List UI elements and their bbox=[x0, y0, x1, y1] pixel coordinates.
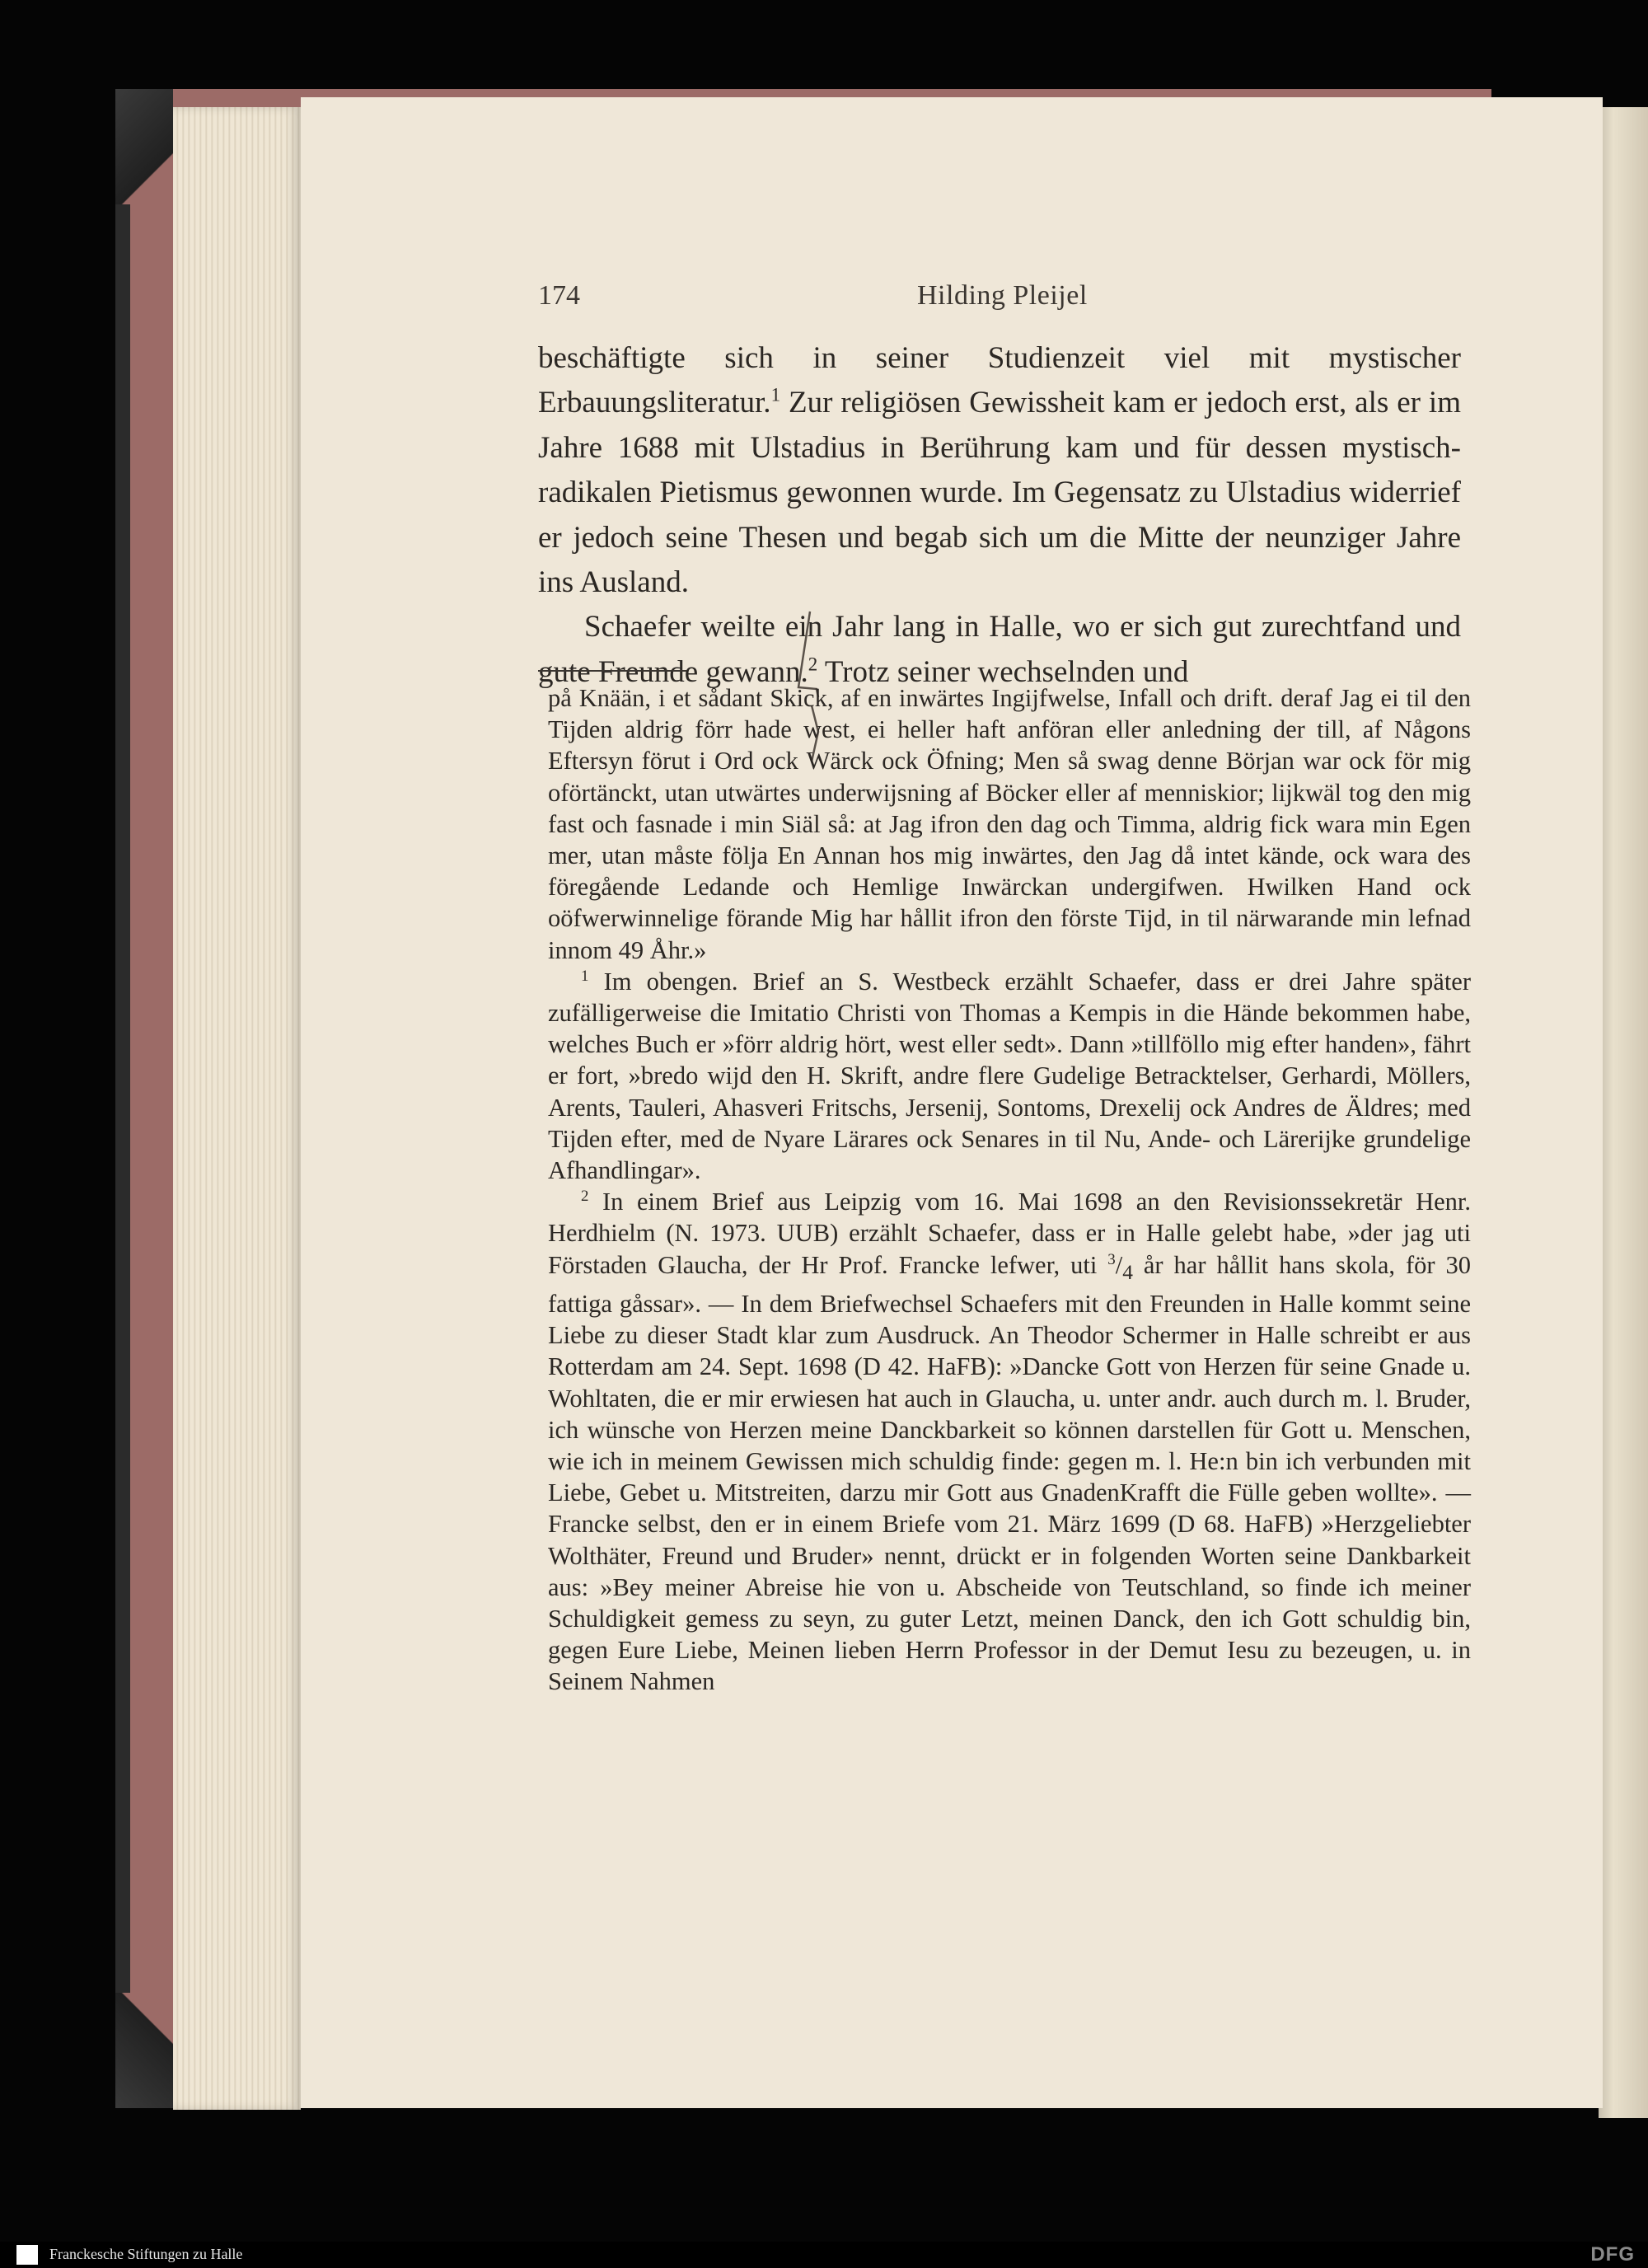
fraction-numerator: 3 bbox=[1107, 1250, 1116, 1268]
viewer-footer bbox=[0, 2242, 1648, 2268]
cover-corner-bottom bbox=[115, 1993, 173, 2108]
page-edges bbox=[173, 107, 301, 2110]
paragraph bbox=[538, 605, 1461, 695]
footnote-text: år har hållit hans skola, för 30 fattiga gåssar». — In dem Briefwechsel Schaefers mit den Freunden in Halle kommt seine Liebe zu dieser Stadt klar zum Ausdruck. An Theodor Schermer in Halle schreibt er aus Rotterdam am 24. Sept. 1698 (D 42. HaFB): »Dancke Gott von Herzen für seine Gnade u. Wohltaten, die er mir erwiesen hat auch in Glaucha, u. unter andr. auch durch m. l. Bruder, ich wünsche von Herzen meine Danckbarkeit so können darstellen für Gott u. Menschen, wie ich in meinem Gewissen mich schuldig finde: gegen m. l. He:n bin ich verbunden mit Liebe, Gebet u. Mitstreiten, darzu mir Gott aus GnadenKrafft die Fülle geben wollte». — Francke selbst, den er in einem Briefe vom 21. März 1699 (D 68. HaFB) »Herzgeliebter Wolthäter, Freund und Bruder» nennt, drückt er in folgenden Worten seine Dankbarkeit aus: »Bey meiner Abreise hie von u. Abscheide von Teutschland, so finde ich meiner Schuldigkeit gemess zu seyn, zu guter Letzt, meinen Danck, den ich Gott schuldig bin, gegen Eure Liebe, Meinen lieben Herrn Professor in der Demut Iesu zu bezeugen, u. in Seinem Nahmen bbox=[548, 1250, 1471, 1696]
fraction-denominator: 4 bbox=[1122, 1260, 1133, 1284]
adjacent-page-edge bbox=[1599, 107, 1648, 2118]
paragraph-text: beschäftigte sich in seiner Studienzeit viel mit mystischer Erbauungsliteratur. bbox=[538, 341, 1461, 420]
cover-cloth bbox=[130, 89, 173, 2108]
book-cover-left bbox=[115, 89, 173, 2108]
paragraph-text: Zur religiösen Gewissheit kam er jedoch erst, als er im Jahre 1688 mit Ulstadius in Berührung kam und für dessen mystisch-radikalen Pietismus gewonnen wurde. Im Gegensatz zu Ulstadius widerrief er jedoch seine Thesen und begab sich um die Mitte der neunziger Jahre ins Ausland. bbox=[538, 386, 1461, 600]
footnote-1 bbox=[548, 966, 1471, 1186]
footnote-2: $^2$ In einem Brief aus Leipzig vom 16. Mai 1698 an den Revisionssekretär Henr. Herdhielm (N. 1973. UUB) erzählt Schaefer, dass er in Halle gelebt habe, »der jag uti Förstaden Glaucha, der Hr Prof. Francke lefwer, uti $^3/_4$ år har hållit hans skola, för 30 fattiga gåssar». — In dem Briefwechsel Schaefers mit den Freunden in Halle kommt seine Liebe zu dieser Stadt klar zum Ausdruck. An Theodor Schermer in Halle schreibt er aus Rotterdam am 24. Sept. 1698 (D 42. HaFB): »Dancke Gott von Herzen für seine Gnade u. Wohltaten, die er mir erwiesen hat auch in Glaucha, u. unter andr. auch durch m. l. Bruder, ich wünsche von Herzen meine Danckbarkeit so können darstellen für Gott u. Menschen, wie ich in meinem Gewissen mich schuldig finde: gegen m. l. He:n bin ich verbunden mit Liebe, Gebet u. Mitstreiten, darzu mir Gott aus GnadenKrafft die Fülle geben wollte». — Francke selbst, den er in einem Briefe vom 21. März 1699 (D 68. HaFB) »Herzgeliebter Wolthäter, Freund und Bruder» nennt, drückt er in folgenden Worten seine Dankbarkeit aus: »Bey meiner Abreise hie von u. Abscheide von Teutschland, so finde ich meiner Schuldigkeit gemess zu seyn, zu guter Letzt, meinen Danck, den ich Gott schuldig bin, gegen Eure Liebe, Meinen lieben Herrn Professor in der Demut Iesu zu bezeugen, u. in Seinem Nahmen bbox=[548, 1188, 1471, 1696]
paragraph-text: Trotz seiner wechselnden und bbox=[817, 654, 1189, 689]
dfg-logo[interactable]: DFG bbox=[1590, 2243, 1635, 2266]
book-page bbox=[301, 97, 1603, 2108]
institution-logo-icon bbox=[16, 2245, 38, 2265]
main-text bbox=[538, 336, 1461, 695]
footnote-text: Im obengen. Brief an S. Westbeck erzählt Schaefer, dass er drei Jahre später zufälligerweise die Imitatio Christi von Thomas a Kempis in die Hände bekommen habe, welches Buch er »förr aldrig hört, west eller sedt». Dann »tillföllo mig efter handen», fährt er fort, »bredo wijd den H. Skrift, andre flere Gudelige Betracktelser, Gerhardi, Möllers, Arents, Tauleri, Ahasveri Fritschs, Jersenij, Sontoms, Drexelij ock Andres de Äldres; med Tijden efter, med de Nyare Lärares ock Senares in til Nu, Ande- och Lärerijke grundelige Afhandlingar». bbox=[548, 967, 1472, 1185]
footnote-text: In einem Brief aus Leipzig vom 16. Mai 1698 an den Revisionssekretär Henr. Herdhielm (N. 1973. UUB) erzählt Schaefer, dass er in Halle gelebt habe, »der jag uti Förstaden Glaucha, der Hr Prof. Francke lefwer, uti bbox=[548, 1188, 1471, 1279]
running-title: Hilding Pleijel bbox=[917, 280, 1088, 311]
footnote-separator bbox=[538, 670, 686, 672]
institution-name[interactable]: Franckesche Stiftungen zu Halle bbox=[49, 2246, 243, 2262]
page-number: 174 bbox=[538, 280, 580, 311]
footnote-marker: 1 bbox=[581, 967, 589, 985]
paragraph-text: Schaefer weilte ein Jahr lang in Halle, wo er sich gut zurechtfand und gute Freunde gewann. bbox=[538, 610, 1461, 689]
footnotes bbox=[548, 682, 1471, 1698]
paragraph bbox=[538, 336, 1461, 605]
footnote-continuation: på Knään, i et sådant Skick, af en inwärtes Ingijfwelse, Infall och drift. deraf Jag ei til den Tijden aldrig förr hade west, ei heller haft anföran eller anledning der till, af Någons Eftersyn förut i Ord ock Wärck ock Öfning; Men så swag denne Början war ock för mig oförtänckt, utan utwärtes underwijsning af Böcker eller af menniskior; lijkwäl tog den mig fast och fasnade i min Siäl så: at Jag ifron den dag och Timma, aldrig fick wara min Egen mer, utan måste följa En Annan hos mig inwärtes, den Jag då intet kände, ock wara des föregående Ledande och Hemlige Inwärckan undergifwen. Hwilken Hand ock oöfwerwinnelige förande Mig har hållit ifron den förste Tijd, in til närwarande min lefnad innom 49 Åhr.» bbox=[548, 684, 1471, 964]
footnote-marker: 2 bbox=[581, 1188, 589, 1206]
cover-corner-top bbox=[115, 89, 173, 204]
footnote-ref: 2 bbox=[808, 654, 818, 675]
footnote-ref: 1 bbox=[770, 385, 781, 406]
